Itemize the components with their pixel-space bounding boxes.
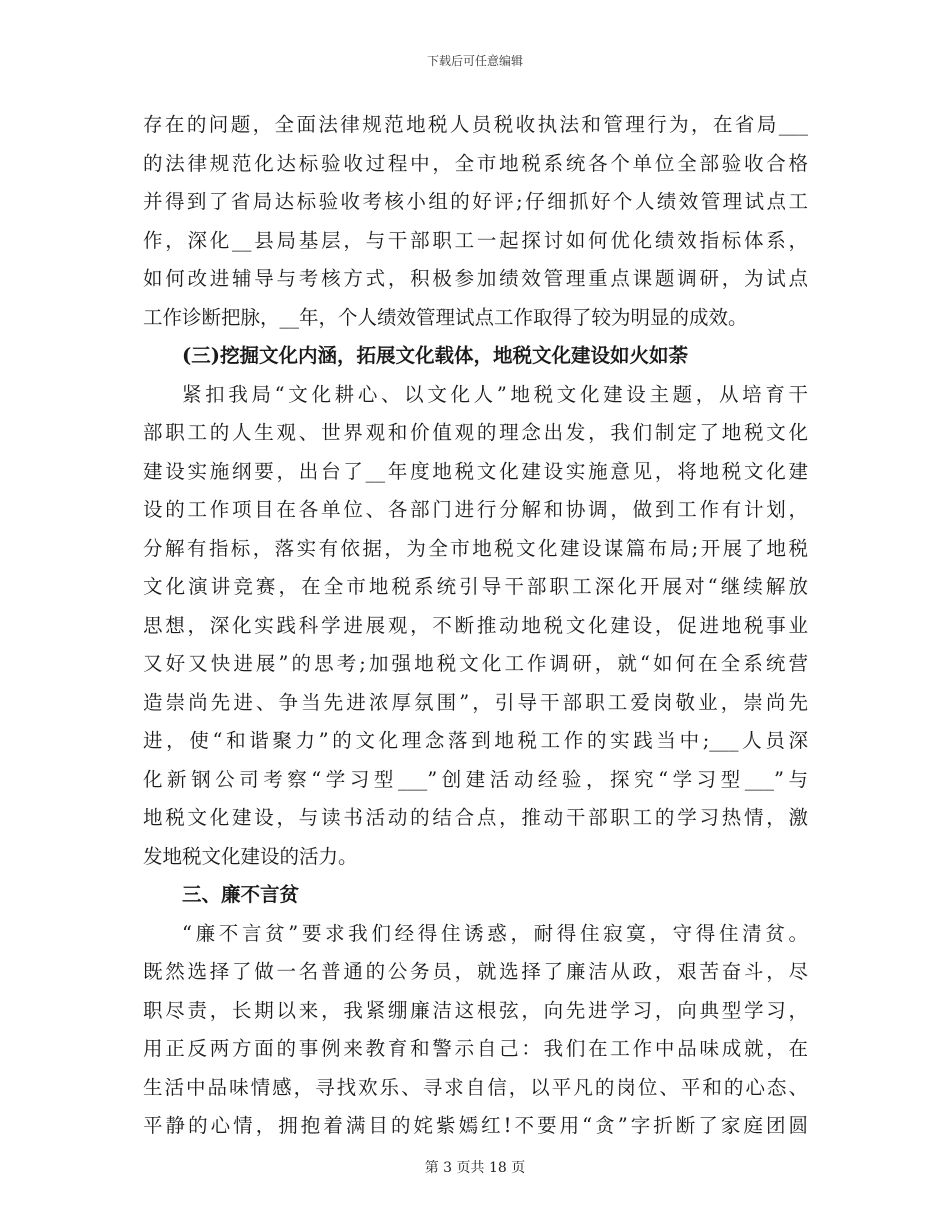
text-line: 存在的问题，全面法律规范地税人员税收执法和管理行为，在省局___ <box>143 113 808 136</box>
text-line: 文化演讲竞赛，在全市地税系统引导干部职工深化开展对“继续解放 <box>143 575 808 598</box>
text-line: 工作诊断把脉，__年，个人绩效管理试点工作取得了较为明显的成效。 <box>143 305 748 329</box>
text-line: 化新钢公司考察“学习型___”创建活动经验，探究“学习型___”与 <box>143 767 808 791</box>
text-line: 又好又快进展”的思考;加强地税文化工作调研，就“如何在全系统营 <box>143 652 808 675</box>
text-line: 进，使“和谐聚力”的文化理念落到地税工作的实践当中;___人员深 <box>143 729 808 752</box>
text-line: 思想，深化实践科学进展观，不断推动地税文化建设，促进地税事业 <box>143 613 808 637</box>
document-body <box>143 106 808 1146</box>
text-line: 设的工作项目在各单位、各部门进行分解和协调，做到工作有计划， <box>143 498 808 521</box>
page-header-note: 下载后可任意编辑 <box>426 54 523 68</box>
text-line: 既然选择了做一名普通的公务员，就选择了廉洁从政，艰苦奋斗，尽 <box>143 960 808 983</box>
text-line: 部职工的人生观、世界观和价值观的理念出发，我们制定了地税文化 <box>143 421 808 444</box>
text-line: 分解有指标，落实有依据，为全市地税文化建设谋篇布局;开展了地税 <box>143 536 808 560</box>
text-line: 作，深化__县局基层，与干部职工一起探讨如何优化绩效指标体系， <box>143 228 808 252</box>
text-line: 地税文化建设，与读书活动的结合点，推动干部职工的学习热情，激 <box>143 806 808 829</box>
section-heading-culture: (三)挖掘文化内涵，拓展文化载体，地税文化建设如火如荼 <box>182 344 688 367</box>
text-line: 建设实施纲要，出台了__年度地税文化建设实施意见，将地税文化建 <box>143 459 808 483</box>
text-line: 紧扣我局“文化耕心、以文化人”地税文化建设主题，从培育干 <box>182 382 808 406</box>
text-line: 的法律规范化达标验收过程中，全市地税系统各个单位全部验收合格 <box>143 151 808 175</box>
text-line: 发地税文化建设的活力。 <box>143 844 358 868</box>
text-line: “廉不言贫”要求我们经得住诱惑，耐得住寂寞，守得住清贫。 <box>182 921 808 945</box>
text-line: 生活中品味情感，寻找欢乐、寻求自信，以平凡的岗位、平和的心态、 <box>143 1075 808 1099</box>
text-line: 如何改进辅导与考核方式，积极参加绩效管理重点课题调研，为试点 <box>143 267 808 290</box>
text-line: 并得到了省局达标验收考核小组的好评;仔细抓好个人绩效管理试点工 <box>143 190 808 213</box>
text-line: 用正反两方面的事例来教育和警示自己：我们在工作中品味成就，在 <box>143 1037 808 1060</box>
page-number: 第 3 页共 18 页 <box>424 1160 526 1176</box>
text-line: 平静的心情，拥抱着满目的姹紫嫣红!不要用“贪”字折断了家庭团圆 <box>143 1114 808 1137</box>
text-line: 造崇尚先进、争当先进浓厚氛围”，引导干部职工爱岗敬业，崇尚先 <box>143 690 808 714</box>
section-heading-integrity: 三、廉不言贫 <box>182 883 300 906</box>
text-line: 职尽责，长期以来，我紧绷廉洁这根弦，向先进学习，向典型学习， <box>143 998 808 1022</box>
